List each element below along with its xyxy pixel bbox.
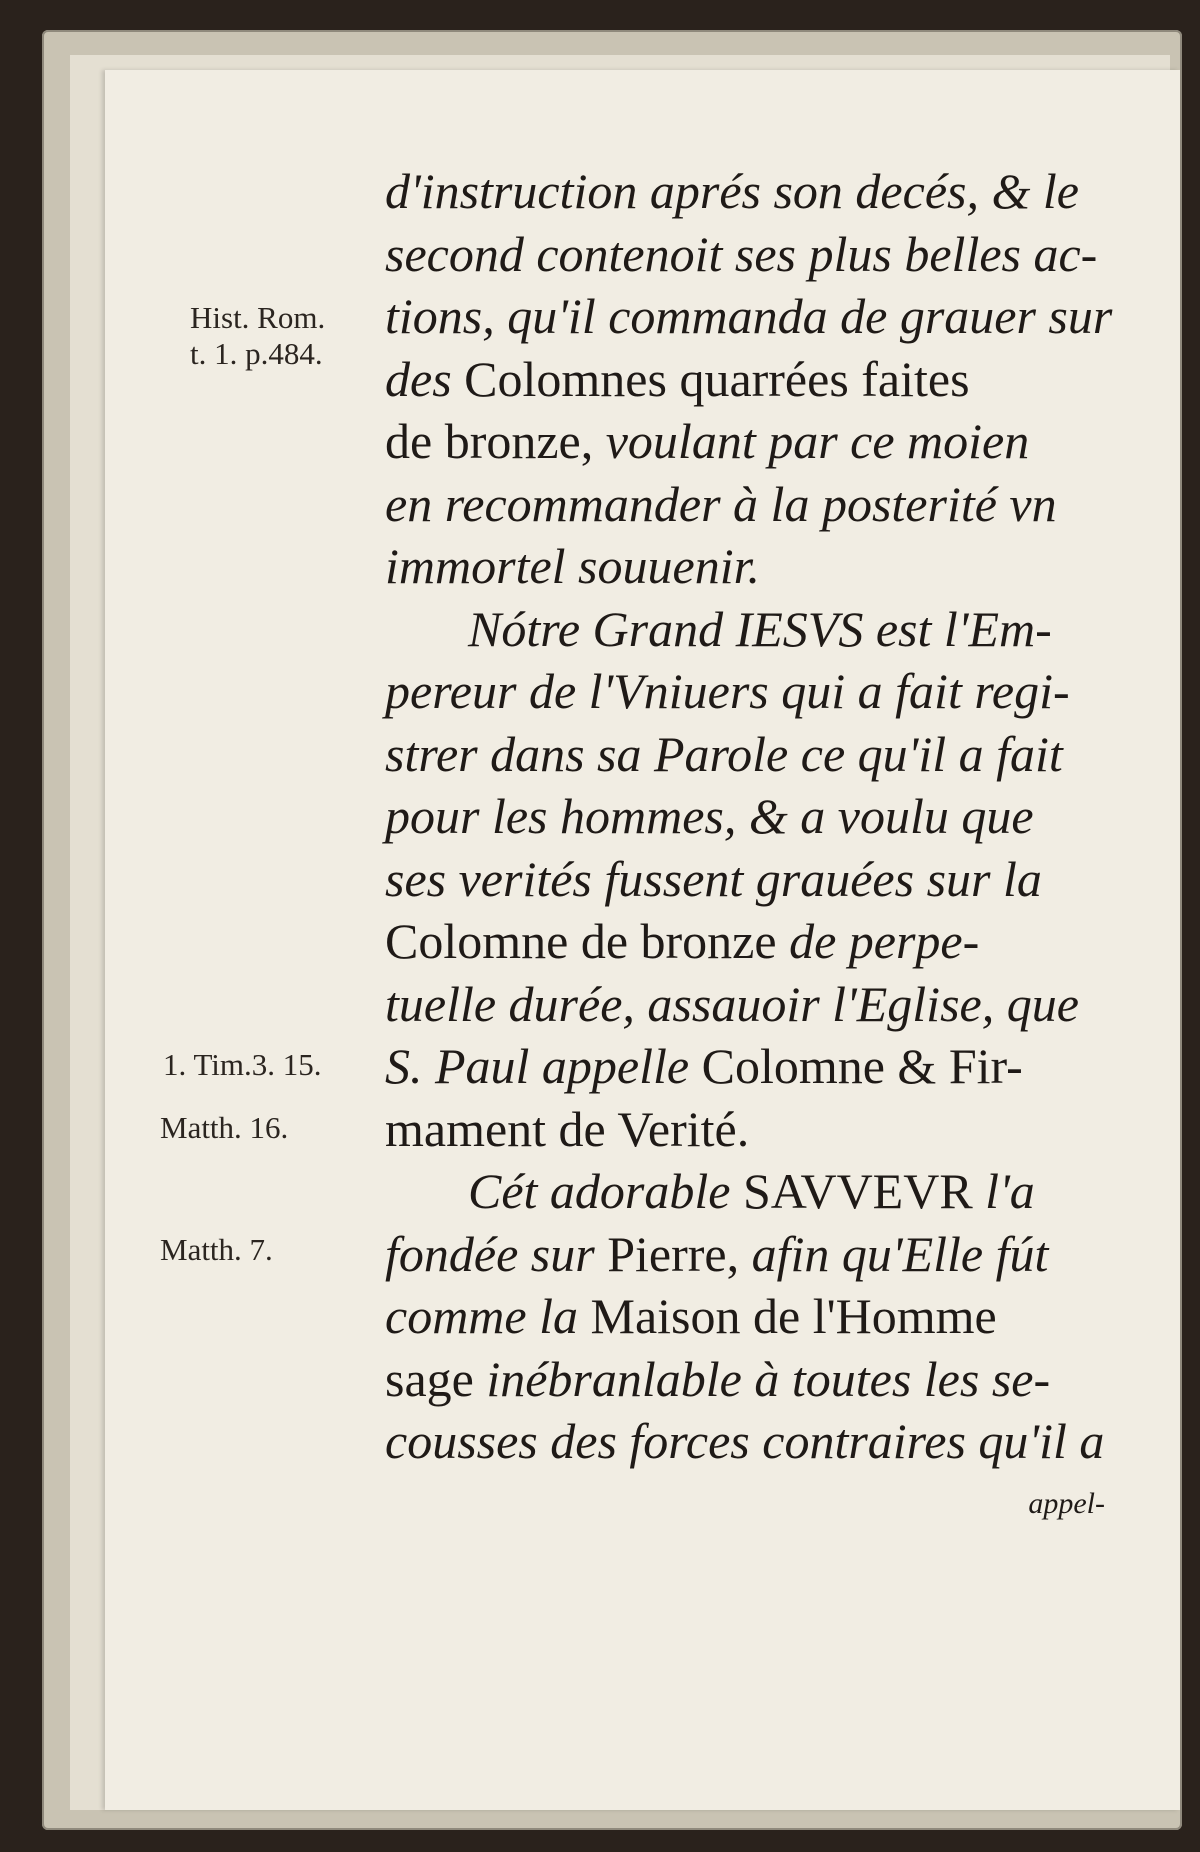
text-segment: tions, qu'il commanda de grauer sur: [385, 288, 1113, 344]
text-segment: Nótre Grand IESVS est l'Em-: [468, 600, 1052, 657]
text-segment: tuelle durée, assauoir l'Eglise, que: [385, 975, 1079, 1032]
text-line: [385, 348, 1145, 411]
text-line: [385, 285, 1145, 348]
text-segment: Colomne de bronze: [385, 913, 790, 969]
text-segment: mament de Verité.: [385, 1100, 750, 1157]
margin-note-hist-rom: [190, 300, 325, 372]
text-segment: comme la: [385, 1288, 591, 1344]
text-line: [385, 535, 1145, 598]
text-line: [385, 848, 1145, 911]
text-line: [385, 785, 1145, 848]
text-segment: l'a: [985, 1163, 1035, 1219]
text-line: [385, 973, 1145, 1036]
text-line: [385, 473, 1145, 536]
margin-note-line: 1. Tim.3. 15.: [163, 1047, 322, 1082]
text-segment: d'instruction aprés son decés, & le: [385, 163, 1079, 219]
text-segment: immortel souuenir.: [385, 538, 760, 594]
text-segment: S. Paul appelle: [385, 1038, 702, 1094]
margin-note-line: Matth. 7.: [160, 1232, 273, 1267]
text-line: [385, 1160, 1145, 1223]
text-segment: des: [385, 350, 465, 407]
margin-note-line: t. 1. p.484.: [190, 336, 323, 371]
text-line: [385, 223, 1145, 286]
margin-note-matth-7: [160, 1232, 273, 1268]
margin-note-line: Hist. Rom.: [190, 300, 326, 335]
text-segment: ses verités fussent grauées sur la: [385, 850, 1042, 907]
text-segment: cousses des forces contraires qu'il a: [385, 1413, 1105, 1469]
text-line: [385, 1348, 1145, 1411]
text-line: [385, 598, 1145, 661]
text-segment: Pierre,: [607, 1225, 752, 1282]
text-line: [385, 910, 1145, 973]
text-segment: pereur de l'Vniuers qui a fait regi-: [385, 663, 1070, 719]
text-segment: sage: [385, 1350, 487, 1407]
margin-note-matth-16: [160, 1110, 288, 1146]
text-segment: strer dans sa Parole ce qu'il a fait: [385, 725, 1063, 782]
body-text: [385, 160, 1145, 1535]
text-segment: voulant par ce moien: [605, 413, 1030, 469]
text-segment: Cét adorable: [468, 1163, 743, 1219]
text-line: [385, 1098, 1145, 1161]
text-segment: en recommander à la posterité vn: [385, 475, 1057, 532]
text-segment: Colomne & Fir-: [701, 1038, 1023, 1094]
text-line: [385, 160, 1145, 223]
catchword: appel-: [1028, 1486, 1105, 1520]
text-segment: inébranlable à toutes les se-: [486, 1350, 1051, 1407]
text-segment: Colomnes quarrées faites: [464, 350, 970, 407]
text-segment: fondée sur: [385, 1225, 608, 1282]
text-segment: de perpe-: [789, 913, 980, 969]
text-segment: Maison de l'Homme: [590, 1288, 997, 1344]
text-segment: afin qu'Elle fút: [751, 1225, 1049, 1282]
text-line: [385, 1285, 1145, 1348]
text-segment: second contenoit ses plus belles ac-: [385, 225, 1098, 282]
text-segment: SAVVEVR: [742, 1163, 986, 1219]
margin-note-line: Matth. 16.: [160, 1110, 289, 1145]
text-segment: pour les hommes, & a voulu que: [385, 788, 1034, 844]
text-line: [385, 1410, 1145, 1473]
text-line: [385, 660, 1145, 723]
text-line: [385, 1223, 1145, 1286]
text-line: [385, 410, 1145, 473]
text-segment: de bronze,: [385, 413, 606, 469]
margin-note-timothy: [163, 1047, 322, 1083]
text-line: [385, 723, 1145, 786]
text-line: [385, 1035, 1145, 1098]
